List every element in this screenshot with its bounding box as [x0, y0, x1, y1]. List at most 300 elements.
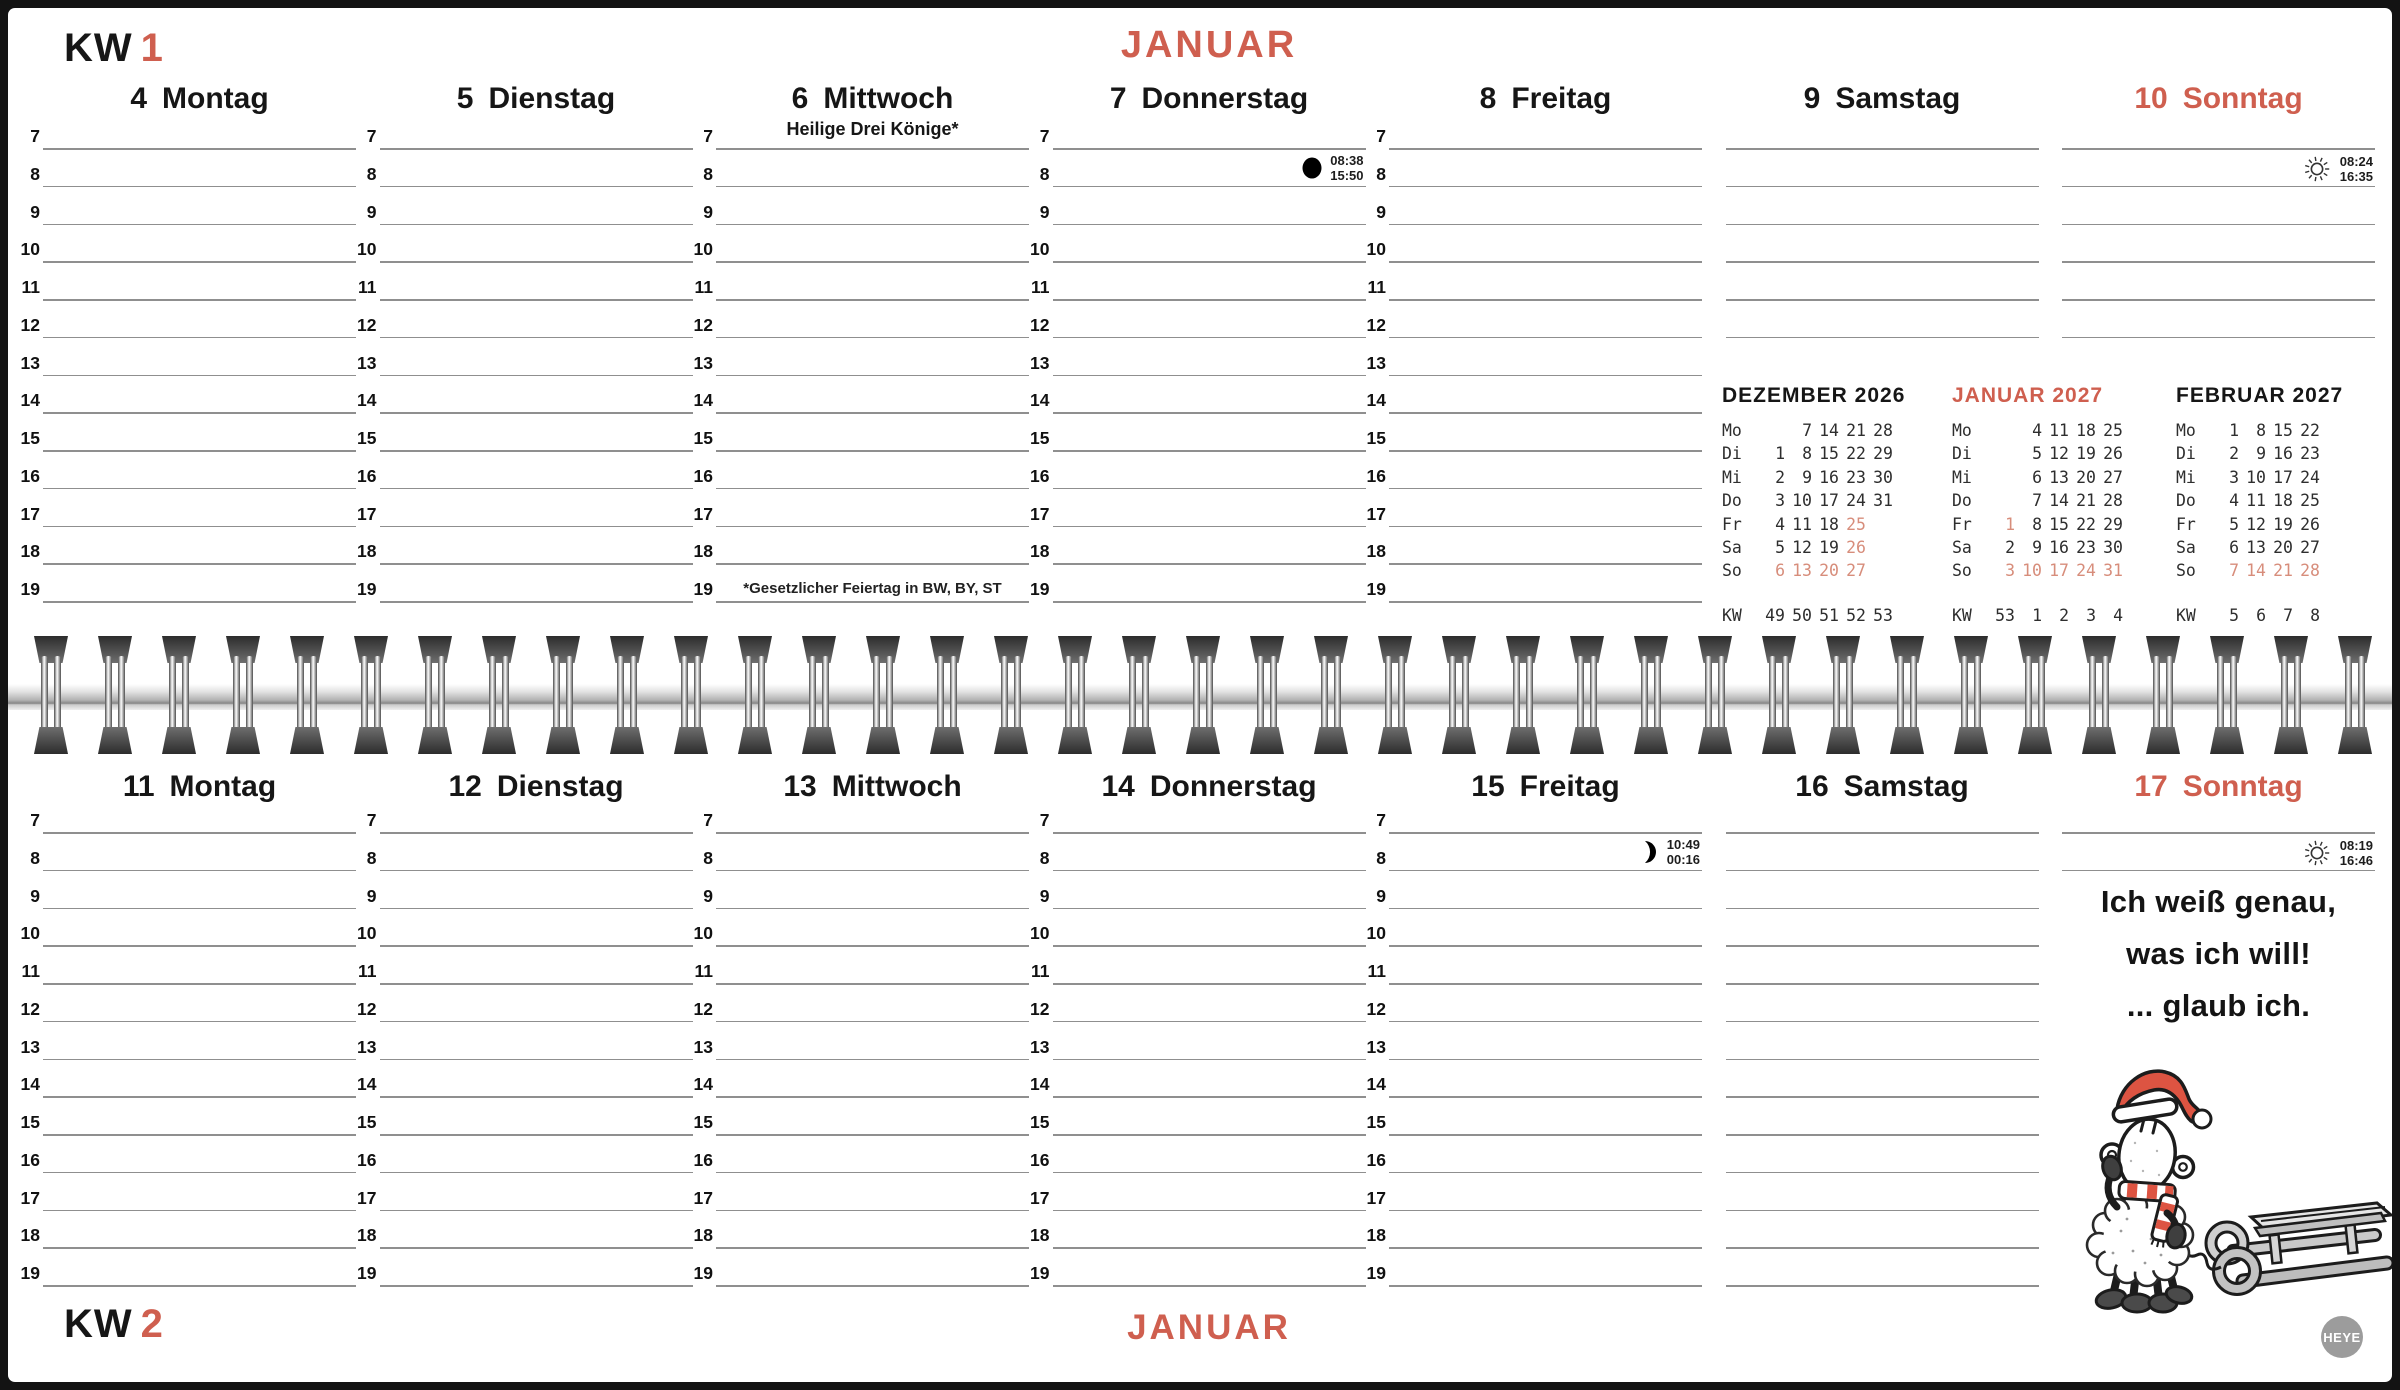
hour-label: 12: [20, 998, 40, 1019]
kw-number: 7: [2283, 605, 2293, 625]
weekday-abbrev: Mi: [1722, 467, 1742, 487]
astro-time: 08:24: [2339, 154, 2373, 169]
hour-label: 19: [1366, 579, 1386, 599]
kw-number: 49: [1765, 605, 1785, 625]
hour-label: 17: [20, 503, 40, 524]
hour-line: [693, 1074, 1029, 1098]
hour-label: 9: [366, 885, 377, 906]
hour-line: [1030, 239, 1366, 263]
hour-line: [366, 163, 693, 188]
hour-line: [1366, 239, 1702, 263]
spiral-loop: [738, 636, 772, 754]
hour-line: [693, 428, 1029, 452]
spiral-loop: [1506, 636, 1540, 754]
hour-line: [357, 579, 693, 603]
new-moon-icon: [1301, 156, 1323, 180]
hour-line: [357, 390, 693, 414]
hour-line: [366, 810, 693, 834]
hour-line: [2062, 148, 2375, 150]
spiral-wire: [1705, 656, 1712, 734]
hour-label: 17: [1366, 1187, 1386, 1208]
hour-line: [1039, 885, 1366, 910]
mini-date: 19: [2273, 514, 2293, 534]
hour-label: 9: [1039, 885, 1050, 906]
spiral-cap: [1186, 636, 1220, 663]
spiral-loop: [98, 636, 132, 754]
spiral-wire: [2358, 656, 2365, 734]
hour-label: 13: [357, 352, 377, 373]
hour-line: [1726, 908, 2039, 910]
hour-line: [357, 428, 693, 452]
hour-line: [1030, 998, 1366, 1023]
sunrise-sunset-times: [2340, 154, 2373, 184]
hour-label: 12: [357, 314, 377, 335]
spiral-loop: [2210, 636, 2244, 754]
hour-label: 19: [357, 579, 377, 599]
hour-line: [1030, 428, 1366, 452]
kw-number: 52: [1846, 605, 1866, 625]
hour-line: [366, 126, 693, 150]
hour-line: [1367, 961, 1702, 985]
spiral-cap: [674, 636, 708, 663]
spiral-wire: [809, 656, 816, 734]
day-header: [2062, 770, 2375, 804]
spiral-cap: [1250, 636, 1284, 663]
mini-date: 11: [2049, 421, 2069, 440]
spiral-loop: [930, 636, 964, 754]
mini-date: 28: [2103, 491, 2123, 511]
hour-label: 19: [357, 1263, 377, 1283]
spiral-wire: [1513, 656, 1520, 734]
mini-calendar-row: [1722, 536, 1905, 559]
spiral-cap: [1058, 636, 1092, 663]
spiral-cap: [610, 636, 644, 663]
day-header: [1389, 770, 1702, 804]
spiral-wire: [425, 656, 432, 734]
hour-label: 19: [1030, 1263, 1050, 1283]
hour-label: 13: [1366, 352, 1386, 373]
hour-line: [1726, 299, 2039, 301]
day-header: [1053, 82, 1366, 116]
mini-calendar-row: [1722, 489, 1905, 512]
hour-label: 13: [20, 352, 40, 373]
mini-date: 16: [2273, 444, 2293, 464]
mini-date: 15: [2273, 421, 2293, 440]
mini-date: 27: [2300, 537, 2320, 557]
mini-date: 1: [2005, 514, 2015, 534]
hour-line: [357, 465, 693, 490]
spiral-cap: [1314, 727, 1348, 754]
spiral-cap: [1506, 636, 1540, 663]
day-number: 4: [130, 82, 148, 115]
spiral-wire: [310, 656, 317, 734]
spiral-wire: [2294, 656, 2301, 734]
hour-label: 15: [20, 1112, 40, 1132]
hour-line: [357, 1074, 693, 1098]
hour-label: 12: [357, 998, 377, 1019]
hour-line: [20, 1225, 356, 1249]
hour-line: [20, 352, 356, 377]
astro-info: [2301, 837, 2373, 869]
spiral-loop: [418, 636, 452, 754]
spiral-wire: [1206, 656, 1213, 734]
spiral-cap: [1570, 727, 1604, 754]
mini-calendar: [1722, 384, 1905, 627]
mini-date: 18: [2076, 421, 2096, 440]
hour-line: [20, 1112, 356, 1136]
spiral-loop: [34, 636, 68, 754]
spiral-wire: [2038, 656, 2045, 734]
mini-date: 3: [2005, 561, 2015, 581]
hour-line: [1366, 352, 1702, 377]
hour-label: 10: [357, 923, 377, 944]
weekday-abbrev: Mi: [2176, 467, 2196, 487]
hour-label: 19: [693, 579, 713, 599]
weekday-abbrev: Do: [1952, 491, 1972, 511]
day-header: [1726, 82, 2039, 116]
spiral-cap: [34, 636, 68, 663]
weekday-abbrev: Fr: [2176, 514, 2196, 534]
hour-line: [30, 810, 356, 834]
mini-date: 12: [1792, 537, 1812, 557]
mini-date: 20: [1819, 561, 1839, 581]
hour-line: [693, 465, 1029, 490]
mini-date: 13: [2049, 467, 2069, 487]
sun-icon: [2301, 153, 2333, 185]
mini-date: 21: [2273, 561, 2293, 581]
mini-calendar-row: [2176, 419, 2343, 442]
spiral-cap: [2146, 636, 2180, 663]
hour-line: [357, 998, 693, 1023]
mini-date: 23: [2076, 537, 2096, 557]
spiral-loop: [546, 636, 580, 754]
hour-label: 16: [1030, 465, 1050, 486]
hour-label: 14: [693, 1074, 713, 1095]
month-title-bottom: JANUAR: [1127, 1308, 1291, 1347]
spiral-wire: [2089, 656, 2096, 734]
weekday-abbrev: Sa: [1722, 537, 1742, 557]
spiral-cap: [1058, 727, 1092, 754]
mini-calendar-row: [1952, 536, 2123, 559]
day-header: [716, 770, 1029, 804]
hour-label: 14: [20, 1074, 40, 1095]
spiral-loop: [866, 636, 900, 754]
spiral-wire: [1590, 656, 1597, 734]
calendar-page: [8, 8, 2392, 1382]
hour-line: [357, 239, 693, 263]
hour-line: [1726, 337, 2039, 339]
spiral-wire: [2281, 656, 2288, 734]
mini-calendar-row: [1952, 513, 2123, 536]
spiral-loop: [354, 636, 388, 754]
hour-label: 13: [1030, 352, 1050, 373]
hour-line: [1030, 390, 1366, 414]
mini-date: 27: [1846, 561, 1866, 581]
hour-label: 15: [20, 428, 40, 448]
day-number: 15: [1471, 770, 1505, 803]
hour-label: 18: [693, 541, 713, 562]
spiral-cap: [1122, 636, 1156, 663]
spiral-cap: [930, 727, 964, 754]
spiral-loop: [2338, 636, 2372, 754]
quote-text: [2062, 876, 2375, 1032]
spiral-wire: [361, 656, 368, 734]
hour-line: [693, 1149, 1029, 1174]
kw-number: 51: [1819, 605, 1839, 625]
spiral-wire: [118, 656, 125, 734]
hour-line: [703, 201, 1029, 226]
spiral-wire: [182, 656, 189, 734]
hour-label: 14: [357, 1074, 377, 1095]
mini-date: 3: [2229, 467, 2239, 487]
hour-line: [1039, 201, 1366, 226]
hour-line: [1366, 428, 1702, 452]
hour-label: 11: [694, 277, 713, 297]
hour-line: [1030, 314, 1366, 339]
mini-date: 31: [2103, 561, 2123, 581]
mini-kw-row: [1722, 604, 1905, 627]
spiral-wire: [1462, 656, 1469, 734]
hour-label: 19: [20, 579, 40, 599]
hour-line: [1030, 352, 1366, 377]
weekday-abbrev: Sa: [1952, 537, 1972, 557]
mini-date: 2: [1775, 467, 1785, 487]
hour-label: 8: [1376, 163, 1386, 184]
hour-label: 7: [30, 126, 40, 146]
hour-label: 16: [20, 1149, 40, 1170]
hour-label: 9: [1376, 885, 1386, 906]
hour-label: 12: [693, 314, 713, 335]
quote-line: was ich will!: [2126, 936, 2311, 971]
hour-line: [1030, 1149, 1366, 1174]
spiral-wire: [1321, 656, 1328, 734]
hour-line: [21, 277, 356, 301]
day-header: [1726, 770, 2039, 804]
hour-label: 9: [30, 201, 40, 222]
mini-date: 10: [2022, 561, 2042, 581]
weekday-abbrev: Sa: [2176, 537, 2196, 557]
hour-label: 12: [1030, 998, 1050, 1019]
weekday-abbrev: Mo: [2176, 421, 2196, 440]
spiral-wire: [694, 656, 701, 734]
hour-line: [693, 1263, 1029, 1287]
day-number: 11: [122, 770, 155, 803]
spiral-cap: [1442, 727, 1476, 754]
day-name: Sonntag: [2182, 82, 2303, 115]
hour-label: 10: [20, 923, 40, 944]
mini-calendar-row: [1722, 466, 1905, 489]
hour-label: 10: [1030, 923, 1050, 944]
hour-label: 10: [1030, 239, 1050, 260]
kw-prefix-bottom: KW: [64, 1302, 133, 1346]
hour-line: [1030, 1036, 1366, 1061]
mini-date: 3: [1775, 491, 1785, 511]
mini-date: 18: [1819, 514, 1839, 534]
spiral-wire: [297, 656, 304, 734]
hour-label: 13: [693, 352, 713, 373]
spiral-cap: [802, 636, 836, 663]
weekday-abbrev: Fr: [1722, 514, 1742, 534]
hour-label: 7: [1376, 810, 1386, 830]
spiral-loop: [1314, 636, 1348, 754]
spiral-wire: [41, 656, 48, 734]
hour-line: [694, 961, 1029, 985]
kw-abbrev: KW: [1722, 605, 1742, 625]
spiral-wire: [1846, 656, 1853, 734]
spiral-wire: [617, 656, 624, 734]
spiral-wire: [566, 656, 573, 734]
mini-date: 31: [1873, 491, 1893, 511]
hour-label: 16: [1366, 465, 1386, 486]
spiral-loop: [290, 636, 324, 754]
spiral-wire: [886, 656, 893, 734]
spiral-wire: [438, 656, 445, 734]
spiral-cap: [1122, 727, 1156, 754]
day-name: Samstag: [1835, 82, 1961, 115]
hour-label: 12: [1366, 314, 1386, 335]
mini-date: 8: [2256, 421, 2266, 440]
spiral-cap: [290, 727, 324, 754]
day-header: [716, 82, 1029, 116]
mini-date: 28: [2300, 561, 2320, 581]
spiral-cap: [1954, 636, 1988, 663]
hour-label: 7: [366, 126, 377, 146]
mini-date: 26: [1846, 537, 1866, 557]
hour-line: [366, 201, 693, 226]
kw-number-bottom: 2: [140, 1302, 164, 1346]
spiral-wire: [1078, 656, 1085, 734]
mini-calendar-row: [1722, 419, 1905, 442]
weekday-abbrev: Mo: [1952, 421, 1972, 440]
spiral-wire: [553, 656, 560, 734]
mini-kw-row: [2176, 604, 2343, 627]
hour-line: [1726, 1059, 2039, 1061]
mini-date: 10: [2246, 467, 2266, 487]
mini-date: 27: [2103, 467, 2123, 487]
spiral-cap: [1442, 636, 1476, 663]
hour-line: [1366, 503, 1702, 528]
hour-line: [2062, 870, 2375, 872]
hour-line: [2062, 337, 2375, 339]
spiral-cap: [98, 636, 132, 663]
day-name: Samstag: [1843, 770, 1969, 803]
hour-line: [1726, 186, 2039, 188]
mini-date: 7: [2229, 561, 2239, 581]
day-header: [380, 82, 693, 116]
spiral-wire: [1065, 656, 1072, 734]
spiral-loop: [226, 636, 260, 754]
hour-label: 8: [703, 847, 713, 868]
spiral-loop: [482, 636, 516, 754]
hour-line: [1031, 961, 1366, 985]
hour-label: 11: [358, 961, 377, 981]
hour-label: 11: [1367, 961, 1386, 981]
hour-label: 12: [20, 314, 40, 335]
spiral-wire: [2217, 656, 2224, 734]
hour-label: 9: [1376, 201, 1386, 222]
kw-number: 3: [2086, 605, 2096, 625]
hour-line: [1726, 224, 2039, 226]
hour-label: 16: [693, 465, 713, 486]
spiral-cap: [2018, 636, 2052, 663]
spiral-cap: [482, 636, 516, 663]
mini-date: 24: [2300, 467, 2320, 487]
hour-label: 9: [1039, 201, 1050, 222]
spiral-cap: [2338, 727, 2372, 754]
hour-line: [703, 847, 1029, 872]
hour-label: 11: [1031, 961, 1050, 981]
holiday-label: Heilige Drei Könige*: [786, 119, 959, 139]
spiral-wire: [1718, 656, 1725, 734]
mini-date: 10: [1792, 491, 1812, 511]
hour-line: [2062, 832, 2375, 834]
spiral-wire: [105, 656, 112, 734]
hour-line: [693, 503, 1029, 528]
sunrise-sunset-times: [2340, 838, 2373, 868]
spiral-wire: [1142, 656, 1149, 734]
hour-line: [366, 847, 693, 872]
hour-line: [357, 1112, 693, 1136]
hour-line: [1366, 1112, 1702, 1136]
mini-date: 13: [1792, 561, 1812, 581]
hour-label: 10: [20, 239, 40, 260]
mini-date: 14: [2049, 491, 2069, 511]
spiral-loop: [1826, 636, 1860, 754]
hour-line: [20, 1149, 356, 1174]
spiral-wire: [54, 656, 61, 734]
mini-calendar-row: [1722, 442, 1905, 465]
spiral-cap: [2274, 727, 2308, 754]
day-number: 8: [1479, 82, 1497, 115]
hour-line: [20, 923, 356, 947]
moonrise-moonset-times: [1667, 837, 1700, 867]
day-name: Sonntag: [2182, 770, 2303, 803]
hour-line: [693, 390, 1029, 414]
day-header: [1053, 770, 1366, 804]
spiral-wire: [1910, 656, 1917, 734]
spiral-cap: [1250, 727, 1284, 754]
hour-line: [20, 239, 356, 263]
kw-number: 5: [2229, 605, 2239, 625]
hour-line: [1726, 945, 2039, 947]
hour-line: [1366, 998, 1702, 1023]
day-name: Freitag: [1519, 770, 1620, 803]
moonrise-moonset-times: [1330, 153, 1363, 183]
hour-line: [1726, 148, 2039, 150]
hour-label: 8: [1039, 163, 1050, 184]
hour-line: [1376, 810, 1702, 834]
hour-label: 7: [1376, 126, 1386, 146]
spiral-cap: [994, 636, 1028, 663]
quote-line: ... glaub ich.: [2126, 988, 2311, 1023]
spiral-loop: [162, 636, 196, 754]
spiral-wire: [1833, 656, 1840, 734]
spiral-loop: [674, 636, 708, 754]
kw-abbrev: KW: [2176, 605, 2196, 625]
week-number-bottom: [64, 1302, 164, 1347]
hour-label: 18: [1030, 1225, 1050, 1246]
hour-line: [30, 163, 356, 188]
hour-line: [1366, 1187, 1702, 1212]
spiral-cap: [98, 727, 132, 754]
mini-calendar-row: [2176, 513, 2343, 536]
mini-date: 22: [2300, 421, 2320, 440]
spiral-wire: [502, 656, 509, 734]
day-number: 9: [1803, 82, 1821, 115]
quote-line: Ich weiß genau,: [2100, 884, 2337, 919]
mini-date: 14: [1819, 421, 1839, 440]
hour-line: [20, 579, 356, 603]
